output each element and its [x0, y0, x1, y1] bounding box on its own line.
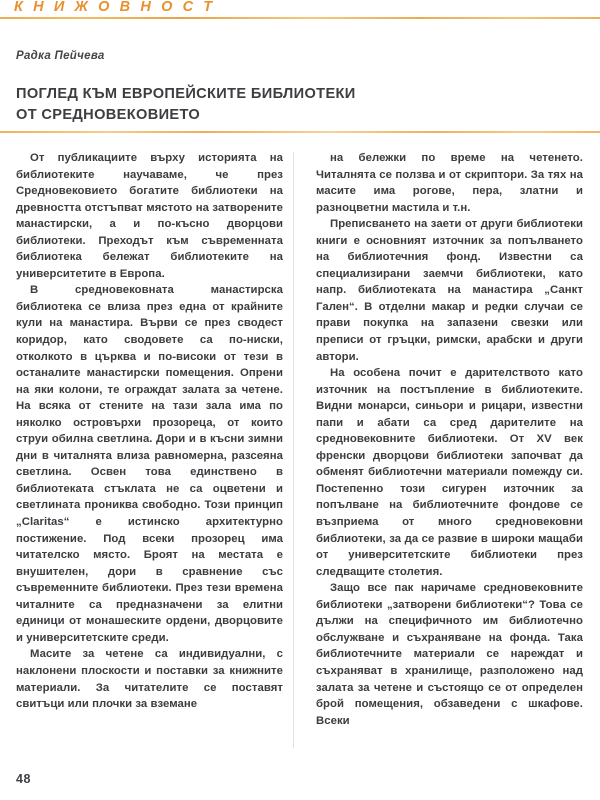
article-title-line-2: ОТ СРЕДНОВЕКОВИЕТО: [16, 106, 201, 123]
article-body: [0, 150, 600, 750]
column-right: [316, 150, 583, 729]
article-title: [16, 84, 436, 126]
article-title-line-1: ПОГЛЕД КЪМ ЕВРОПЕЙСКИТЕ БИБЛИОТЕКИ: [16, 85, 356, 102]
running-head-title: К Н И Ж О В Н О С Т: [14, 0, 216, 15]
paragraph: на бележки по време на четенето. Читалнята се ползва и от скриптори. За тях на масите има рогове, пера, златни и разноцветни мастила и т.н.: [316, 152, 583, 214]
title-rule: [0, 131, 600, 133]
paragraph: От публикациите върху историята на библиотеките научаваме, че през Средновековието богатите библиотеки на древността отстъпват мястото на затворените манастирски, а и по-късно дворцови библиотеки. Преходът към съвременната библиотека бележат библиотеките на университетите в Европа.: [16, 152, 283, 280]
author-byline: Радка Пейчева: [16, 50, 105, 62]
column-left: [16, 150, 283, 713]
paragraph: Защо все пак наричаме средновековните библиотеки „затворени библиотеки“? Това се дължи на специфичното им библиотечно обслужване и съхраняване на фонда. Така библиотечните материали се нареждат и съхраняват в хранилище, разположено над залата за четене и състоящо се от определен брой помещения, обзаведени с шкафове. Всеки: [316, 582, 583, 727]
header-rule: [0, 17, 600, 19]
paragraph: Преписването на заети от други библиотеки книги е основният източник за попълването на библиотечния фонд. Известни са специализирани заемчи библиотеки, като напр. библиотеката на манастира „Санкт Гален“. В отделни макар и редки случаи се прави покупка на запазени свезки или преписи от гръцки, римски, арабски и други автори.: [316, 218, 583, 363]
paragraph: На особена почит е дарителството като източник на постъпление в библиотеките. Видни монарси, синьори и рицари, известни папи и абати са сред дарителите на средновековните библиотеки. От XV век френски дворцови библиотеки започват да обменят библиотечни материали помежду си. Постепенно този сигурен източник за попълване на библиотечните фондове се възприема от много средновековни библиотеки, за да се развие в широки мащаби от университетските библиотеки през следващите столетия.: [316, 367, 583, 578]
paragraph: В средновековната манастирска библиотека се влиза през една от крайните кули на манастира. Върви се през сводест коридор, като сводовете са по-ниски, отколкото в църква и по-високи от тези в останалите манастирски помещения. Опрени на яки колони, те ограждат залата за четене. На всяка от стените на тази зала има по няколко островърхи прозореца, от които струи обилна светлина. Дори и в късни зимни дни в читалнята влиза равномерна, разсеяна светлина. Освен това единствено в библиотеката стъклата не са оцветени и светлината прониква свободно. Този принцип „Claritas“ е истинско архитектурно постижение. Под всеки прозорец има читателско място. Броят на местата е внушителен, дори в сравнение със съвременните библиотеки. През тези времена читалните са предназначени за елитни единици от монашеските ордени, дворцовите и университетските среди.: [16, 284, 283, 644]
page-number: 48: [16, 772, 31, 786]
paragraph: Масите за четене са индивидуални, с наклонени плоскости и поставки за книжните материали. За читателите се поставят свитъци или плочки за вземане: [16, 648, 283, 711]
